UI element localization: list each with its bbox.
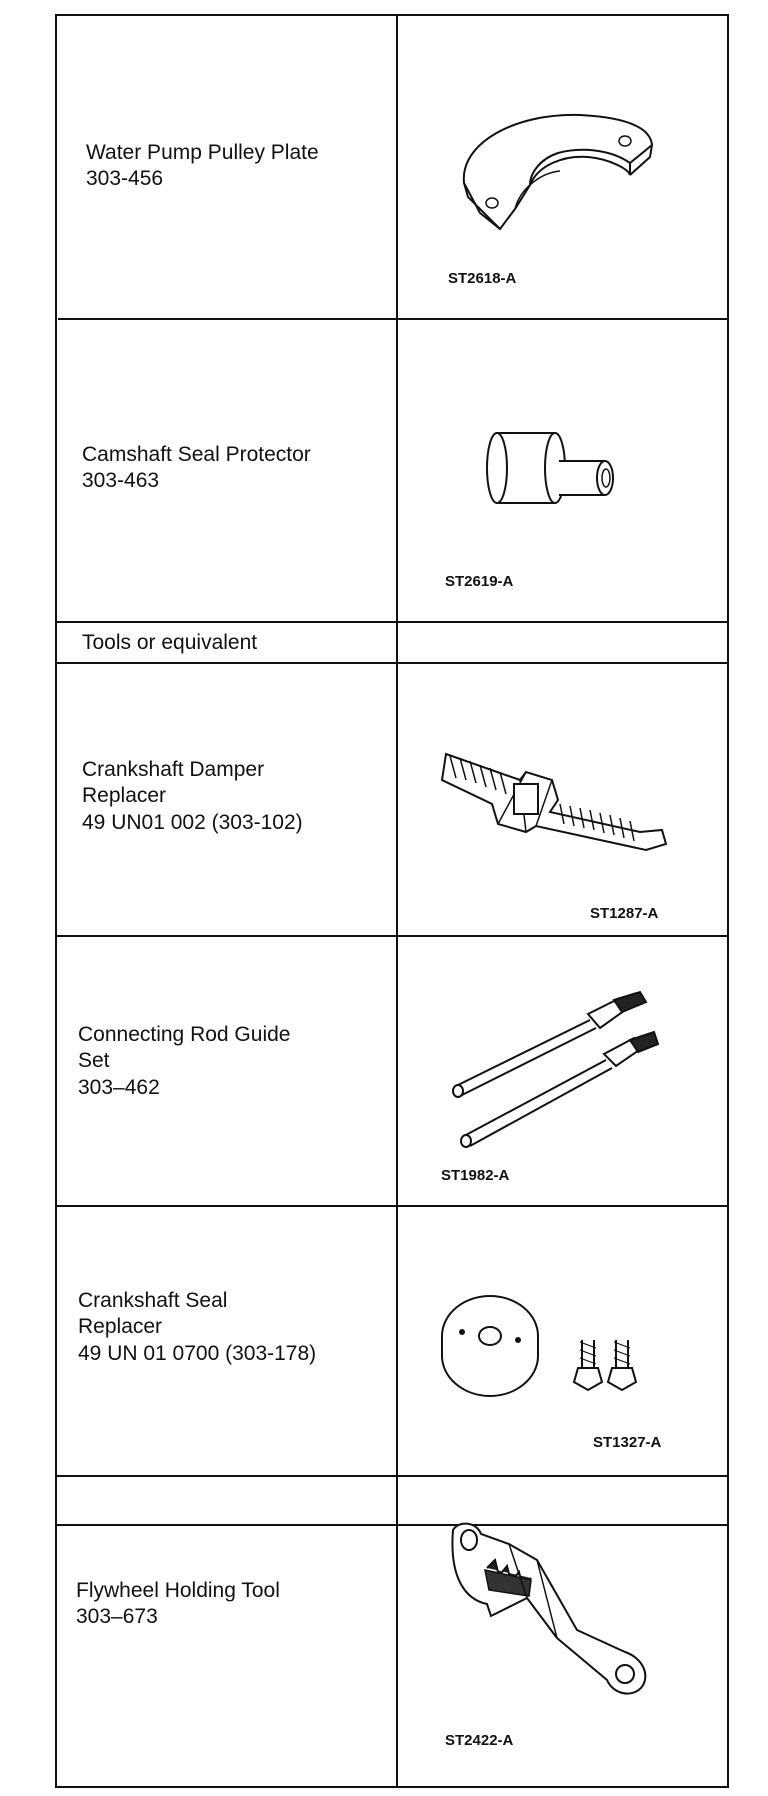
crankshaft-damper-replacer-icon bbox=[440, 740, 670, 855]
connecting-rod-guide-set-icon bbox=[450, 990, 660, 1150]
tool-code: ST2422-A bbox=[445, 1732, 514, 1749]
row-divider bbox=[57, 935, 728, 937]
tool-name: Crankshaft Seal Replacer 49 UN 01 0700 (303-178) bbox=[78, 1289, 317, 1365]
row-divider bbox=[57, 1205, 728, 1207]
tool-code: ST1327-A bbox=[593, 1434, 662, 1451]
tool-code: ST2619-A bbox=[445, 573, 514, 590]
tool-code: ST1287-A bbox=[590, 905, 659, 922]
tool-name: Connecting Rod Guide Set 303–462 bbox=[78, 1023, 291, 1099]
water-pump-pulley-plate-icon bbox=[460, 113, 656, 231]
tool-name: Water Pump Pulley Plate 303-456 bbox=[86, 141, 319, 191]
crankshaft-seal-replacer-icon bbox=[440, 1290, 650, 1400]
column-divider bbox=[396, 1476, 398, 1788]
table-bottom-section bbox=[55, 1476, 729, 1788]
row-divider bbox=[57, 662, 728, 664]
row-divider bbox=[57, 621, 728, 623]
column-divider bbox=[396, 16, 398, 1524]
tool-name: Camshaft Seal Protector 303-463 bbox=[82, 443, 311, 493]
tool-code: ST1982-A bbox=[441, 1167, 510, 1184]
row-divider bbox=[58, 318, 728, 320]
tool-name: Crankshaft Damper Replacer 49 UN01 002 (303-102) bbox=[82, 758, 303, 834]
camshaft-seal-protector-icon bbox=[485, 413, 625, 523]
tool-code: ST2618-A bbox=[448, 270, 517, 287]
tool-name: Tools or equivalent bbox=[82, 631, 258, 654]
tool-name: Flywheel Holding Tool 303–673 bbox=[76, 1579, 280, 1629]
